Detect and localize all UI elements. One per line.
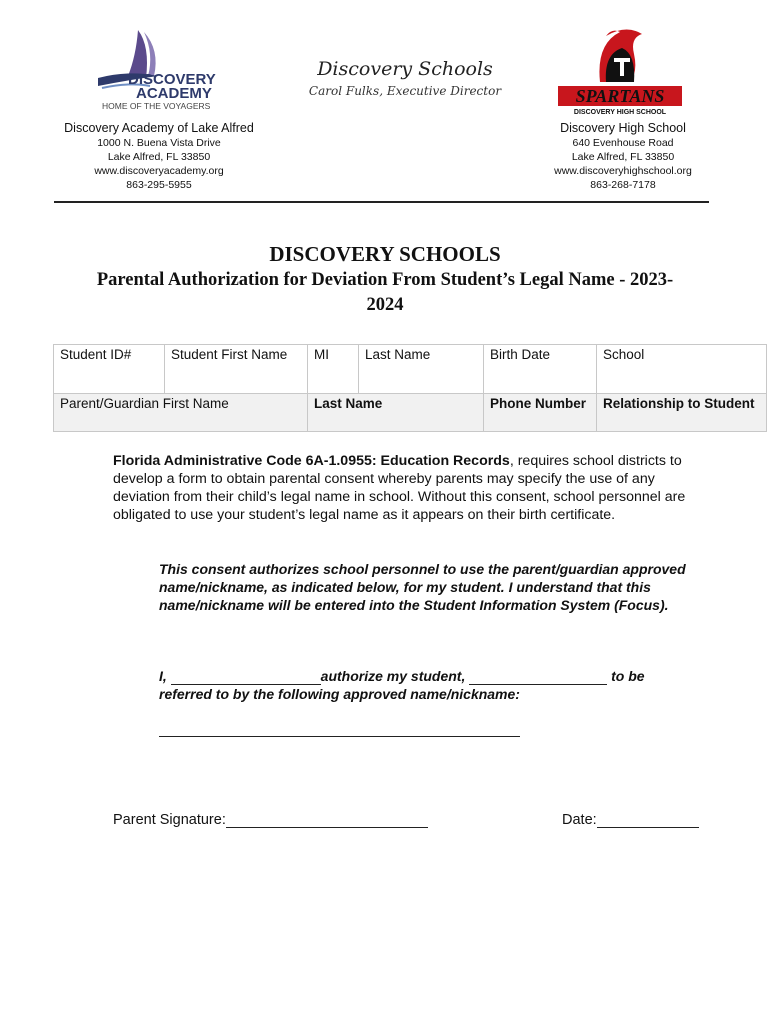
left-school-city: Lake Alfred, FL 33850: [107, 151, 211, 163]
last-name-field[interactable]: Last Name: [359, 345, 484, 394]
birth-date-field[interactable]: Birth Date: [484, 345, 597, 394]
phone-number-field[interactable]: Phone Number: [484, 394, 597, 432]
school-field[interactable]: School: [597, 345, 767, 394]
student-info-table: [53, 344, 767, 432]
left-school-address: [50, 121, 268, 192]
authorization-statement: [159, 667, 719, 703]
student-name-blank[interactable]: [469, 670, 607, 685]
left-school-web: www.discoveryacademy.org: [94, 165, 224, 177]
discovery-academy-logo: [88, 26, 236, 112]
student-id-field[interactable]: Student ID#: [54, 345, 165, 394]
parent-signature-blank[interactable]: [226, 813, 428, 828]
table-row: [54, 345, 767, 394]
right-school-name: Discovery High School: [560, 121, 686, 135]
left-school-phone: 863-295-5955: [126, 179, 192, 191]
student-first-name-field[interactable]: Student First Name: [165, 345, 308, 394]
spartans-logo: [556, 24, 684, 116]
auth-line2: referred to by the following approved name/nickname:: [159, 686, 520, 702]
left-school-street: 1000 N. Buena Vista Drive: [97, 137, 221, 149]
document-title: DISCOVERY SCHOOLS: [269, 242, 501, 266]
signature-date: [562, 812, 699, 828]
right-school-address: [520, 121, 726, 192]
right-school-city: Lake Alfred, FL 33850: [571, 151, 675, 163]
right-school-street: 640 Evenhouse Road: [572, 137, 674, 149]
legal-notice-paragraph: [113, 452, 713, 524]
guardian-last-name-field[interactable]: Last Name: [308, 394, 484, 432]
date-blank[interactable]: [597, 813, 699, 828]
parent-signature: [113, 812, 428, 828]
table-row: [54, 394, 767, 432]
logo-word: SPARTANS: [575, 86, 665, 106]
brand-block: [250, 58, 560, 98]
logo-line2: ACADEMY: [136, 85, 212, 102]
brand-title: Discovery Schools: [317, 58, 493, 80]
date-label: Date:: [562, 812, 597, 828]
header-divider: [54, 201, 709, 203]
relationship-field[interactable]: Relationship to Student: [597, 394, 767, 432]
parent-signature-label: Parent Signature:: [113, 812, 226, 828]
consent-statement: This consent authorizes school personnel to use the parent/guardian approved name/nickname, as indicated below, for my student. I understand that this name/nickname will be entered into the Student Information System (Focus).: [159, 561, 686, 613]
right-school-phone: 863-268-7178: [590, 179, 656, 191]
auth-mid: authorize my student,: [320, 668, 466, 684]
left-school-name: Discovery Academy of Lake Alfred: [64, 121, 254, 135]
middle-initial-field[interactable]: MI: [308, 345, 359, 394]
parent-name-blank[interactable]: [171, 670, 321, 685]
code-description: , requires school districts to develop a form to obtain parental consent whereby parents may specify the use of any deviation from their child’s legal name in school. Without this consent, school personnel are obligated to use your student’s legal name as it appears on their birth certificate.: [113, 453, 686, 523]
logo-tagline: HOME OF THE VOYAGERS: [102, 101, 211, 111]
logo-sub: DISCOVERY HIGH SCHOOL: [573, 109, 667, 116]
right-school-web: www.discoveryhighschool.org: [554, 165, 692, 177]
nickname-line[interactable]: [159, 736, 520, 737]
brand-subtitle: Carol Fulks, Executive Director: [308, 84, 502, 98]
auth-end: to be: [611, 668, 645, 684]
code-reference: Florida Administrative Code 6A-1.0955: Education Records: [113, 453, 510, 469]
guardian-first-name-field[interactable]: Parent/Guardian First Name: [54, 394, 308, 432]
document-subtitle: Parental Authorization for Deviation From Student’s Legal Name - 2023-2024: [96, 270, 674, 315]
logo-line1: DISCOVERY: [128, 71, 216, 88]
auth-i: I,: [159, 668, 167, 684]
